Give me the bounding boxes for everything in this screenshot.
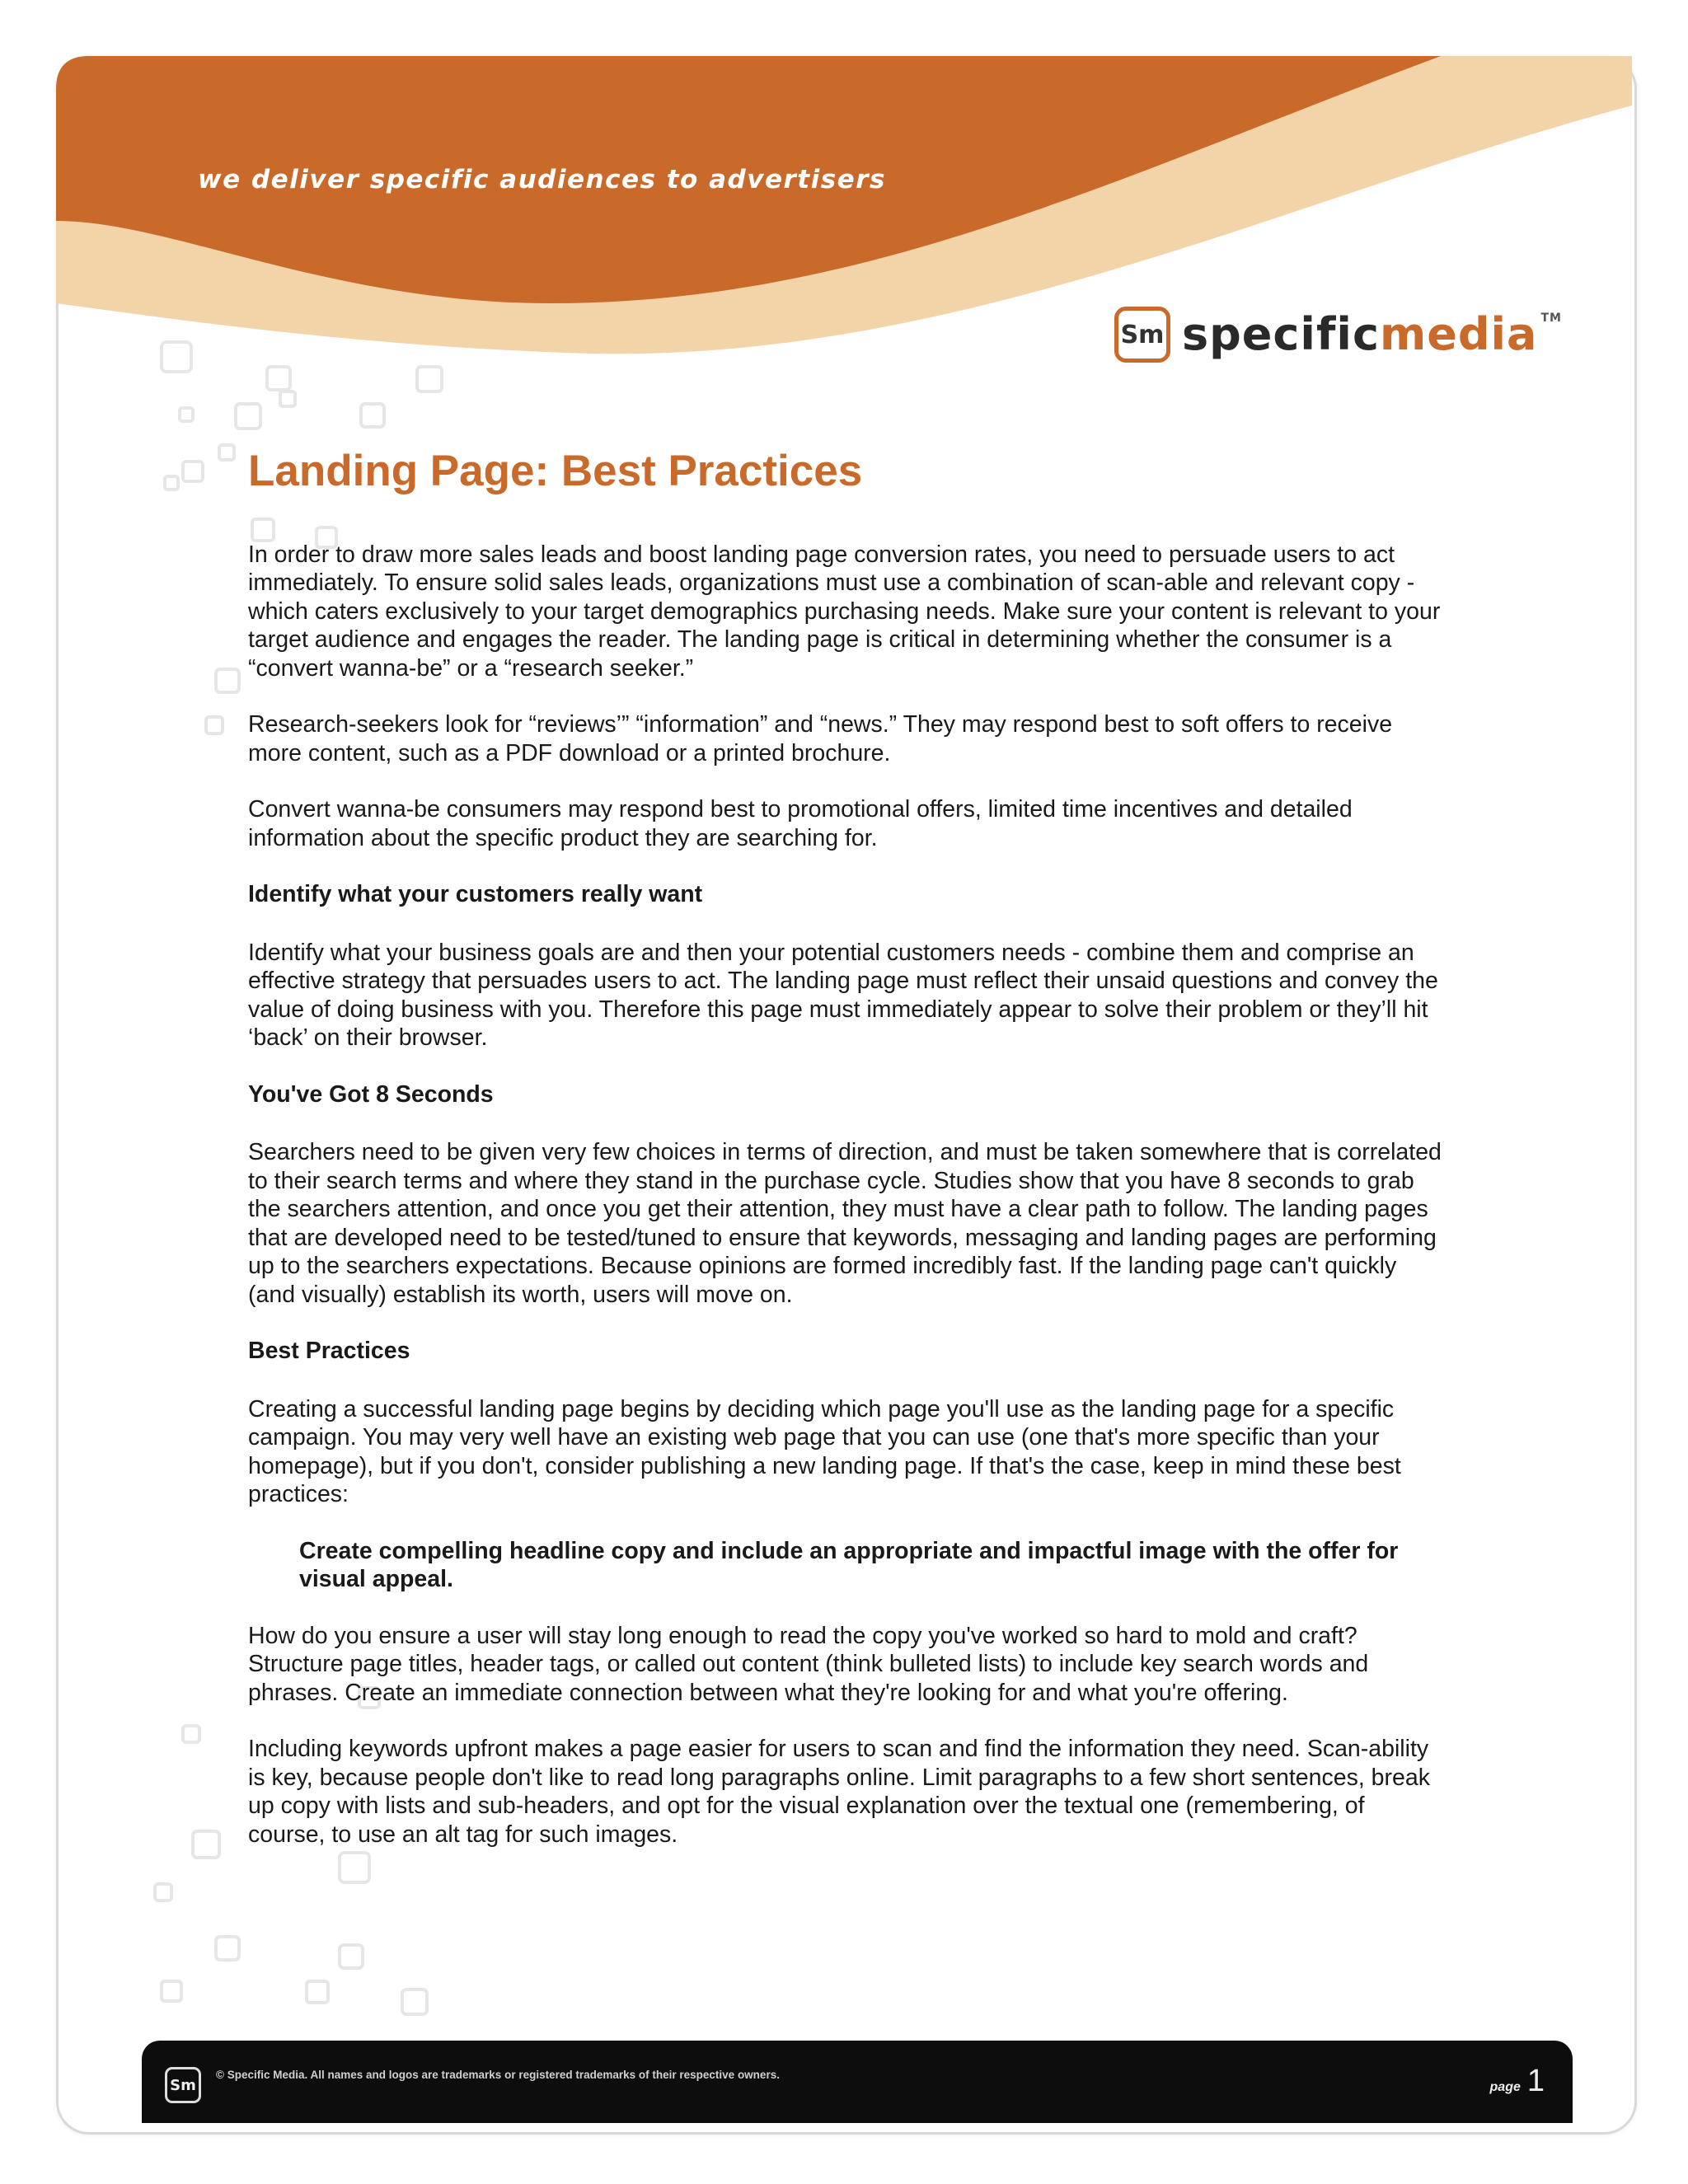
- logo-trademark: TM: [1540, 312, 1562, 325]
- footer-page-indicator: [1490, 2064, 1545, 2099]
- document-body: [248, 445, 1443, 1877]
- research-seekers-paragraph: Research-seekers look for “reviews’” “information” and “news.” They may respond best to soft offers to receive more content, such as a PDF download or a printed brochure.: [248, 711, 1393, 766]
- footer-page-number: 1: [1526, 2064, 1545, 2098]
- section-heading-best-practices: Best Practices: [248, 1338, 410, 1365]
- eight-seconds-paragraph: Searchers need to be given very few choices in terms of direction, and must be taken somewhere that is correlated to their search terms and where they stand in the purchase cycle. Studies show that you have 8 seconds to grab the searchers attention, and once you get their attention, they must have a clear path to follow. The landing pages that are developed need to be tested/tuned to ensure that keywords, messaging and landing pages are performing up to the searchers expectations. Because opinions are formed incredibly fast. If the landing page can't quickly (and visually) establish its worth, users will move on.: [248, 1139, 1442, 1308]
- ensure-user-paragraph: How do you ensure a user will stay long enough to read the copy you've worked so hard to mold and craft? Structure page titles, header tags, or called out content (think bulleted lists) to include key search words and phrases. Create an immediate connection between what they're looking for and what you're offering.: [248, 1622, 1369, 1706]
- header-tagline: we deliver specific audiences to advertisers: [198, 165, 886, 194]
- logo-word-media: media: [1379, 308, 1538, 360]
- section-heading-identify: Identify what your customers really want: [248, 881, 703, 908]
- intro-paragraph: In order to draw more sales leads and boost landing page conversion rates, you need to persuade users to act immediately. To ensure solid sales leads, organizations must use a combination of scan-able and relevant copy - which caters exclusively to your target demographics purchasing needs. Make sure your content is relevant to your target audience and engages the reader. The landing page is critical in determining whether the consumer is a “convert wanna-be” or a “research seeker.”: [248, 541, 1441, 682]
- convert-wannabe-paragraph: Convert wanna-be consumers may respond best to promotional offers, limited time incentives and detailed information about the specific product they are searching for.: [248, 796, 1353, 851]
- section-heading-8-seconds: You've Got 8 Seconds: [248, 1080, 494, 1108]
- footer-legal-notice: © Specific Media. All names and logos are trademarks or registered trademarks of their respective owners.: [216, 2069, 780, 2081]
- logo-badge: Sm: [1114, 307, 1170, 363]
- best-practices-paragraph: Creating a successful landing page begins by deciding which page you'll use as the landing page for a specific campaign. You may very well have an existing web page that you can use (one that's more specific than your homepage), but if you don't, consider publishing a new landing page. If that's the case, keep in mind these best practices:: [248, 1395, 1401, 1508]
- document-title: Landing Page: Best Practices: [248, 447, 863, 495]
- logo-wordmark: [1182, 308, 1562, 360]
- identify-paragraph: Identify what your business goals are and then your potential customers needs - combine them and comprise an effective strategy that persuades users to act. The landing page must reflect their unsaid questions and convey the value of doing business with you. Therefore this page must immediately appear to solve their problem or they’ll hit ‘back’ on their browser.: [248, 939, 1438, 1052]
- best-practice-callout: Create compelling headline copy and include an appropriate and impactful image with the offer for visual appeal.: [299, 1537, 1399, 1593]
- footer-logo-badge: Sm: [165, 2067, 201, 2103]
- keywords-paragraph: Including keywords upfront makes a page easier for users to scan and find the information they need. Scan-ability is key, because people don't like to read long paragraphs online. Limit paragraphs to a few short sentences, break up copy with lists and sub-headers, and opt for the visual explanation over the textual one (remembering, of course, to use an alt tag for such images.: [248, 1736, 1430, 1848]
- footer-page-label: page: [1489, 2080, 1521, 2094]
- specificmedia-logo: [1114, 307, 1562, 363]
- logo-word-specific: specific: [1182, 308, 1380, 360]
- footer-bar: [142, 2041, 1573, 2123]
